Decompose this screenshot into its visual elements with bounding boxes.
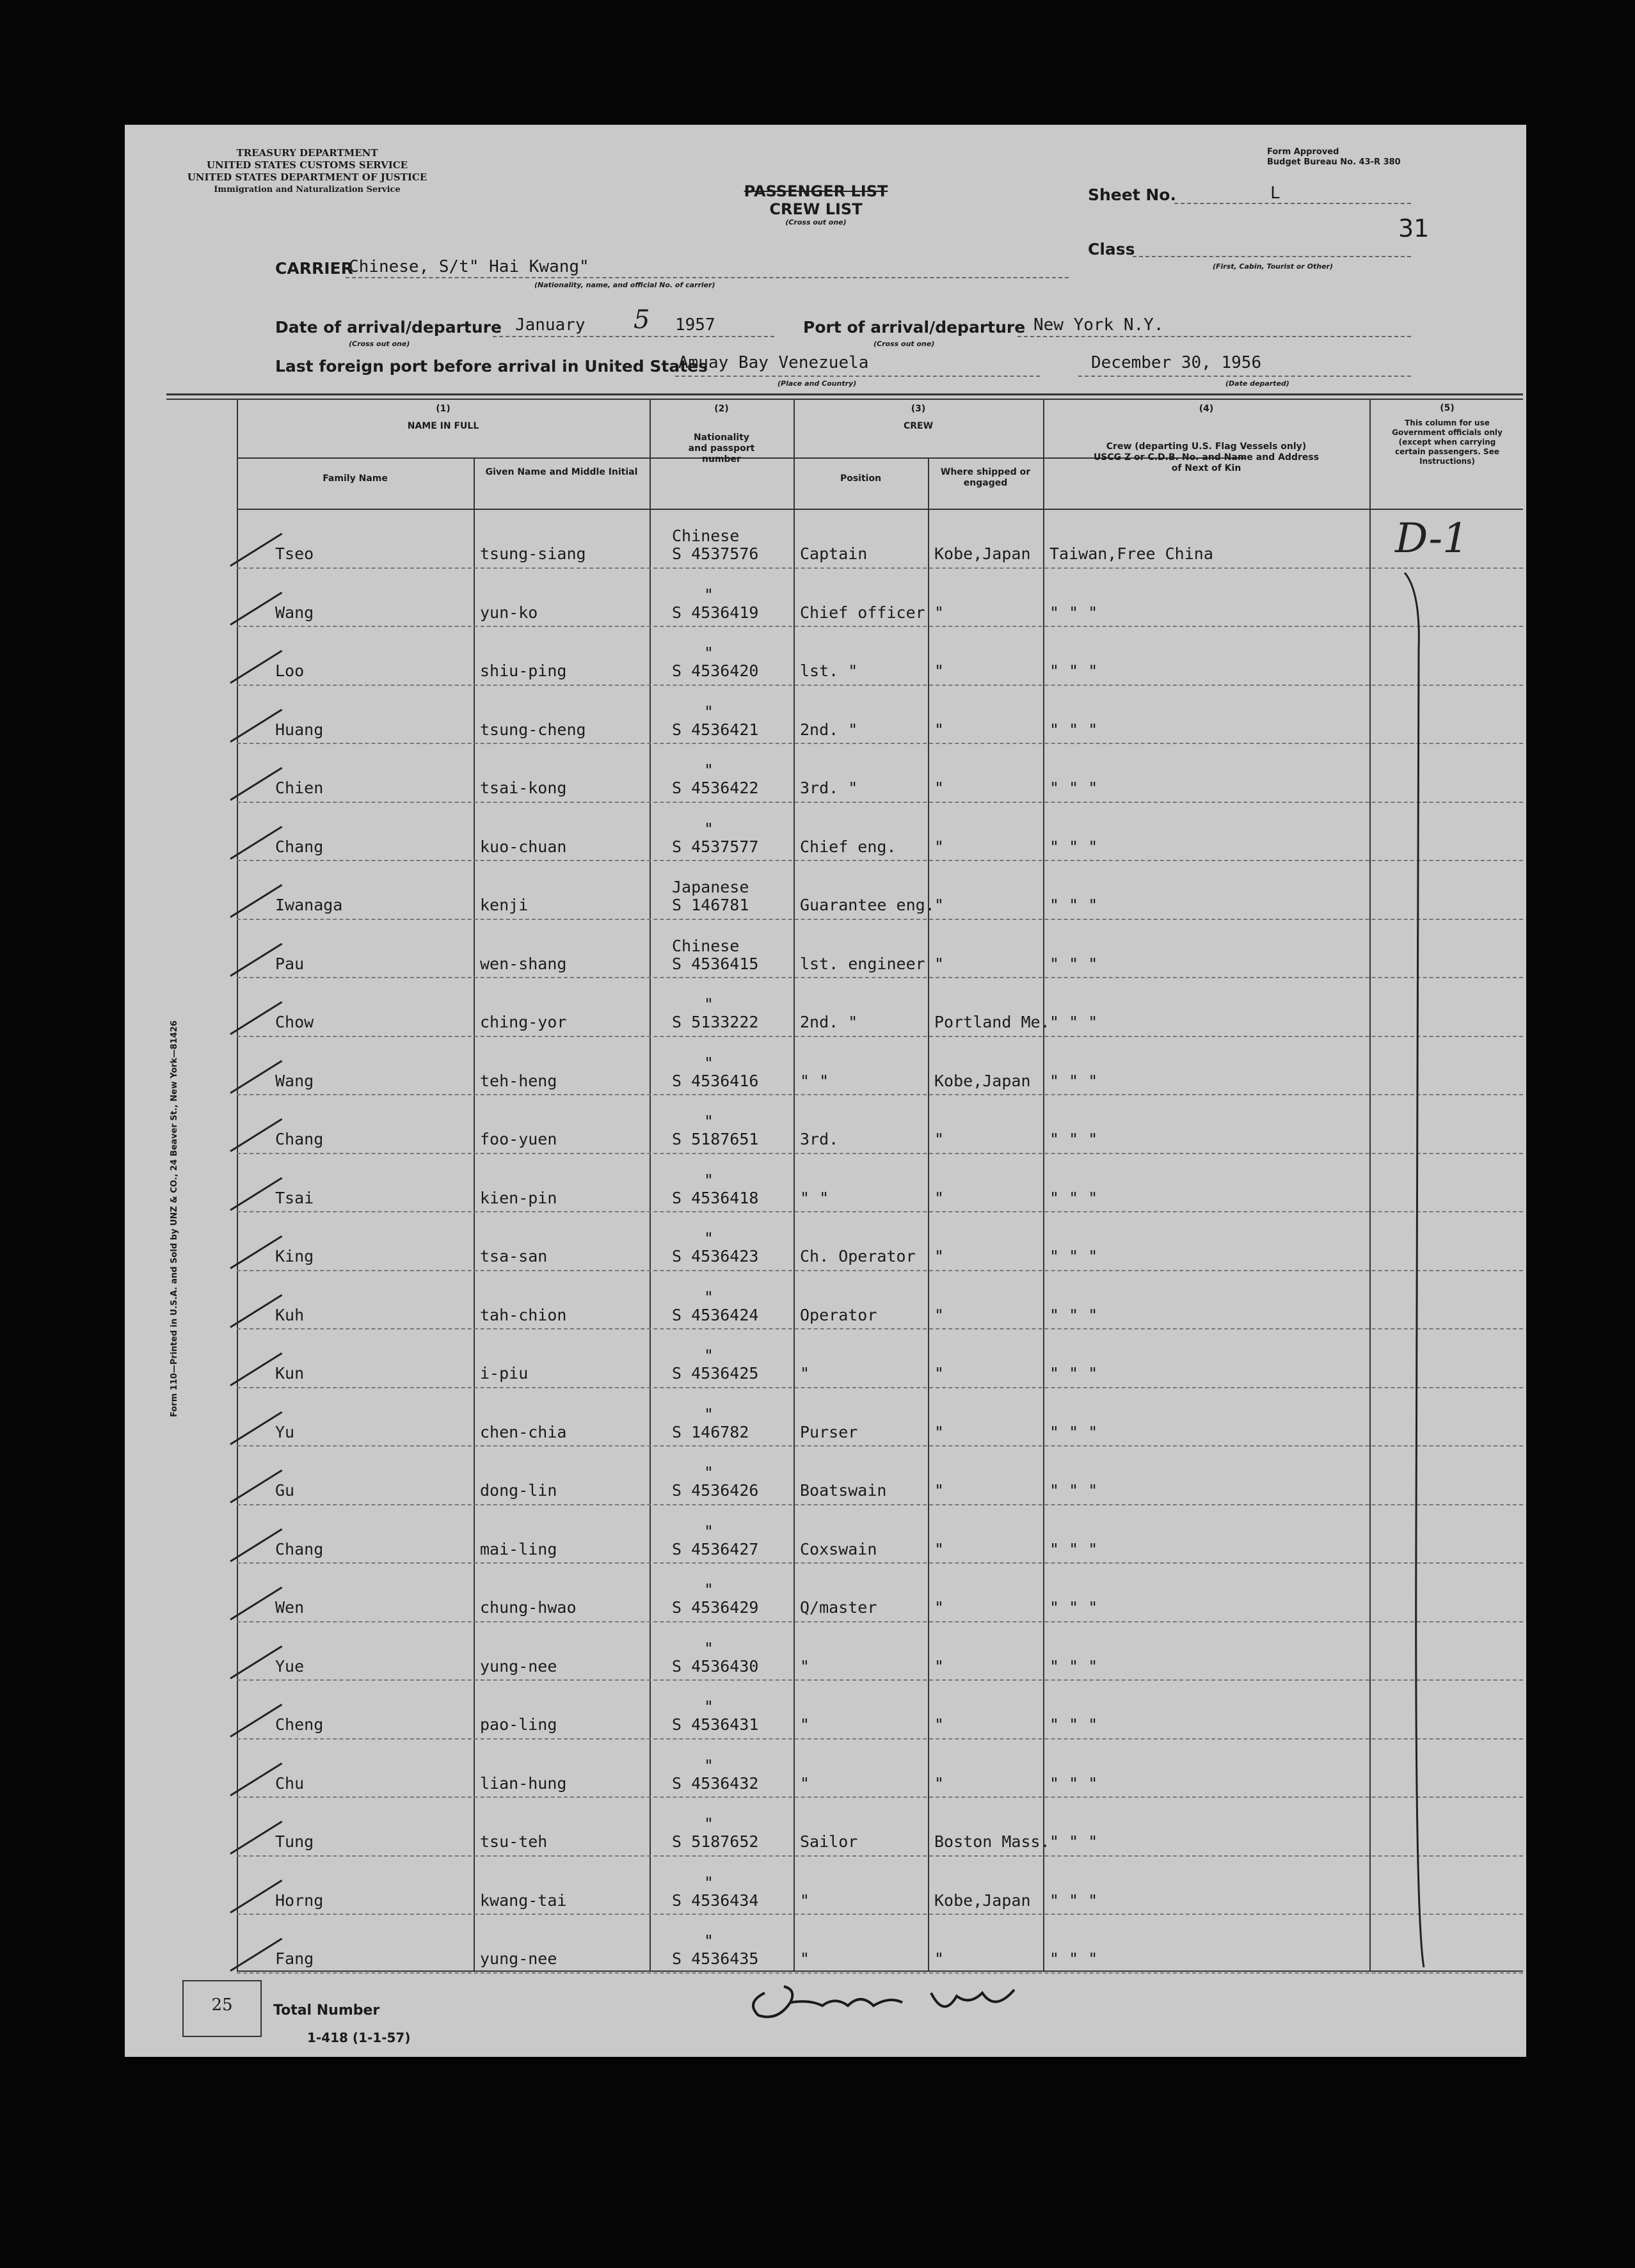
row-divider bbox=[237, 1153, 1523, 1154]
sheet-label: Sheet No. bbox=[1088, 186, 1176, 204]
nationality: " bbox=[704, 1346, 714, 1365]
nationality: " bbox=[704, 819, 714, 838]
budget-bureau-text: Budget Bureau No. 43-R 380 bbox=[1267, 157, 1401, 167]
family-name: Fang bbox=[275, 1949, 314, 1968]
nationality: " bbox=[704, 1580, 714, 1599]
agency-line-1: TREASURY DEPARTMENT bbox=[236, 147, 378, 159]
position: Purser bbox=[800, 1422, 858, 1441]
given-name: foo-yuen bbox=[480, 1130, 557, 1148]
nationality: " bbox=[704, 1756, 714, 1775]
next-of-kin: " " " bbox=[1049, 954, 1098, 973]
given-name: dong-lin bbox=[480, 1481, 557, 1500]
row-divider bbox=[237, 567, 1523, 569]
row-divider bbox=[237, 1270, 1523, 1271]
position: 3rd. bbox=[800, 1130, 839, 1148]
next-of-kin: " " " bbox=[1049, 896, 1098, 914]
form-approved-text: Form Approved bbox=[1267, 147, 1339, 157]
position: " bbox=[800, 1773, 810, 1793]
col3-header bbox=[794, 404, 1043, 432]
port-cross-note: (Cross out one) bbox=[873, 340, 935, 348]
passport-number: S 4536429 bbox=[672, 1598, 759, 1617]
passport-number: S 4536427 bbox=[672, 1539, 759, 1558]
carrier-value: Chinese, S/t" Hai Kwang" bbox=[349, 257, 589, 276]
position: " " bbox=[800, 1188, 829, 1207]
family-name: Horng bbox=[275, 1891, 324, 1910]
next-of-kin: " " " bbox=[1049, 1364, 1098, 1383]
next-of-kin: " " " bbox=[1049, 1891, 1098, 1910]
next-of-kin: " " " bbox=[1049, 603, 1098, 622]
place-note: (Place and Country) bbox=[778, 379, 857, 388]
next-of-kin: " " " bbox=[1049, 1188, 1098, 1207]
departed-line bbox=[1078, 376, 1411, 377]
col-line-0 bbox=[237, 399, 238, 1971]
next-of-kin: " " " bbox=[1049, 1598, 1098, 1617]
row-divider bbox=[237, 626, 1523, 627]
nationality: " bbox=[704, 1814, 714, 1833]
position: Boatswain bbox=[800, 1481, 887, 1500]
col2-number: (2) bbox=[714, 404, 729, 414]
row-divider bbox=[237, 1621, 1523, 1622]
passport-number: S 4536416 bbox=[672, 1071, 759, 1090]
last-port-line bbox=[675, 376, 1040, 377]
col1-number: (1) bbox=[436, 404, 451, 414]
row-divider bbox=[237, 1914, 1523, 1915]
given-name: chung-hwao bbox=[480, 1598, 577, 1617]
position: lst. engineer bbox=[800, 954, 925, 973]
passport-number: S 4536421 bbox=[672, 720, 759, 739]
row-divider bbox=[237, 1387, 1523, 1388]
position: Guarantee eng. bbox=[800, 896, 935, 914]
nationality: " bbox=[704, 1287, 714, 1306]
table-top-border-2 bbox=[166, 399, 1523, 400]
given-name: kuo-chuan bbox=[480, 837, 567, 856]
family-name: Tseo bbox=[275, 544, 314, 563]
given-name: yung-nee bbox=[480, 1656, 557, 1676]
next-of-kin: " " " bbox=[1049, 1656, 1098, 1676]
col1a-header: Family Name bbox=[323, 473, 388, 484]
total-box bbox=[182, 1980, 262, 2037]
passport-number: S 4536422 bbox=[672, 779, 759, 797]
given-name: shiu-ping bbox=[480, 662, 567, 680]
col-line-3 bbox=[794, 399, 795, 1971]
where-shipped: " bbox=[934, 1715, 945, 1734]
family-name: Gu bbox=[275, 1481, 295, 1500]
position: Captain bbox=[800, 544, 868, 563]
port-value: New York N.Y. bbox=[1033, 315, 1164, 335]
nationality: " bbox=[704, 1404, 714, 1423]
row-divider bbox=[237, 685, 1523, 686]
sheet-value: L bbox=[1270, 184, 1280, 203]
where-shipped: " bbox=[934, 837, 945, 856]
passport-number: S 4537577 bbox=[672, 837, 759, 856]
col2-header bbox=[650, 404, 794, 465]
given-name: tah-chion bbox=[480, 1305, 567, 1324]
date-departed-note: (Date departed) bbox=[1225, 379, 1289, 388]
sheet-line bbox=[1174, 203, 1411, 204]
passport-number: S 4536419 bbox=[672, 603, 759, 622]
given-name: yun-ko bbox=[480, 603, 538, 622]
class-line bbox=[1133, 256, 1411, 257]
where-shipped: " bbox=[934, 720, 945, 739]
date-cross-note: (Cross out one) bbox=[349, 340, 410, 348]
nationality: " bbox=[704, 1112, 714, 1130]
row-divider bbox=[237, 1504, 1523, 1505]
position: " bbox=[800, 1891, 810, 1910]
carrier-note: (Nationality, name, and official No. of carrier) bbox=[534, 281, 715, 289]
form-code: 1-418 (1-1-57) bbox=[307, 2030, 411, 2045]
nationality: Chinese bbox=[672, 527, 740, 545]
next-of-kin: " " " bbox=[1049, 1773, 1098, 1793]
next-of-kin: " " " bbox=[1049, 1013, 1098, 1031]
row-divider bbox=[237, 977, 1523, 978]
given-name: kwang-tai bbox=[480, 1891, 567, 1910]
where-shipped: Boston Mass. bbox=[934, 1832, 1050, 1851]
given-name: chen-chia bbox=[480, 1422, 567, 1441]
position: 2nd. " bbox=[800, 1013, 858, 1031]
nationality: " bbox=[704, 761, 714, 779]
next-of-kin: " " " bbox=[1049, 1305, 1098, 1324]
nationality: Chinese bbox=[672, 936, 740, 955]
family-name: Yu bbox=[275, 1422, 295, 1441]
family-name: Pau bbox=[275, 954, 305, 973]
col-line-6 bbox=[1369, 399, 1371, 1971]
passport-number: S 4536431 bbox=[672, 1715, 759, 1734]
nationality: " bbox=[704, 702, 714, 721]
where-shipped: " bbox=[934, 1305, 945, 1324]
nationality: " bbox=[704, 1873, 714, 1892]
handwritten-annotation: D-1 bbox=[1395, 515, 1469, 562]
arrival-year: 1957 bbox=[675, 315, 715, 335]
position: " bbox=[800, 1364, 810, 1383]
position: Coxswain bbox=[800, 1539, 877, 1558]
given-name: teh-heng bbox=[480, 1071, 557, 1090]
nationality: " bbox=[704, 1931, 714, 1950]
col5-number: (5) bbox=[1440, 403, 1455, 413]
family-name: Wen bbox=[275, 1598, 305, 1617]
col4-title: Crew (departing U.S. Flag Vessels only) USCG Z or C.D.B. No. and Name and Address of Next of Kin bbox=[1093, 441, 1320, 473]
where-shipped: " bbox=[934, 1949, 945, 1968]
col-line-5 bbox=[1043, 399, 1044, 1971]
where-shipped: " bbox=[934, 1130, 945, 1148]
bracket-line bbox=[1398, 573, 1437, 1980]
given-name: kien-pin bbox=[480, 1188, 557, 1207]
position: Sailor bbox=[800, 1832, 858, 1851]
next-of-kin: " " " bbox=[1049, 1071, 1098, 1090]
col3b-header: Where shipped or engaged bbox=[940, 467, 1031, 488]
passport-number: S 4536434 bbox=[672, 1891, 759, 1910]
family-name: Wang bbox=[275, 1071, 314, 1090]
col4-number: (4) bbox=[1199, 404, 1214, 414]
family-name: King bbox=[275, 1247, 314, 1265]
where-shipped: Kobe,Japan bbox=[934, 544, 1031, 563]
position: Chief eng. bbox=[800, 837, 897, 856]
total-value: 25 bbox=[211, 1995, 233, 2015]
row-divider bbox=[237, 1211, 1523, 1212]
where-shipped: Kobe,Japan bbox=[934, 1071, 1031, 1090]
row-divider bbox=[237, 802, 1523, 803]
date-line bbox=[493, 336, 774, 337]
carrier-line bbox=[346, 277, 1069, 278]
row-divider bbox=[237, 1738, 1523, 1740]
position: " " bbox=[800, 1071, 829, 1090]
next-of-kin: " " " bbox=[1049, 779, 1098, 797]
given-name: pao-ling bbox=[480, 1715, 557, 1734]
where-shipped: " bbox=[934, 1247, 945, 1265]
table-top-border bbox=[166, 393, 1523, 395]
where-shipped: " bbox=[934, 603, 945, 622]
crew-list-title: CREW LIST bbox=[769, 200, 863, 218]
passport-number: S 5187651 bbox=[672, 1130, 759, 1148]
given-name: tsung-siang bbox=[480, 544, 586, 563]
family-name: Loo bbox=[275, 662, 305, 680]
nationality: " bbox=[704, 1638, 714, 1658]
row-divider bbox=[237, 1445, 1523, 1447]
where-shipped: " bbox=[934, 1481, 945, 1500]
col1b-header: Given Name and Middle Initial bbox=[485, 467, 638, 477]
nationality: " bbox=[704, 1170, 714, 1189]
next-of-kin: " " " bbox=[1049, 662, 1098, 680]
agency-line-3: UNITED STATES DEPARTMENT OF JUSTICE bbox=[187, 171, 427, 183]
family-name: Kuh bbox=[275, 1305, 305, 1324]
col1-title: NAME IN FULL bbox=[407, 421, 479, 431]
where-shipped: " bbox=[934, 896, 945, 914]
where-shipped: " bbox=[934, 1188, 945, 1207]
passport-number: S 4536430 bbox=[672, 1656, 759, 1676]
given-name: tsai-kong bbox=[480, 779, 567, 797]
next-of-kin: " " " bbox=[1049, 837, 1098, 856]
where-shipped: " bbox=[934, 1422, 945, 1441]
position: Operator bbox=[800, 1305, 877, 1324]
row-divider bbox=[237, 1796, 1523, 1798]
where-shipped: " bbox=[934, 779, 945, 797]
date-departed-value: December 30, 1956 bbox=[1091, 353, 1262, 372]
col3-number: (3) bbox=[911, 404, 926, 414]
next-of-kin: " " " bbox=[1049, 1715, 1098, 1734]
list-type-note: (Cross out one) bbox=[785, 218, 847, 226]
given-name: i-piu bbox=[480, 1364, 529, 1383]
class-note: (First, Cabin, Tourist or Other) bbox=[1213, 262, 1333, 271]
passport-number: S 146782 bbox=[672, 1422, 749, 1441]
passport-number: S 146781 bbox=[672, 896, 749, 914]
list-type-block bbox=[739, 182, 893, 226]
given-name: mai-ling bbox=[480, 1539, 557, 1558]
next-of-kin: " " " bbox=[1049, 1247, 1098, 1265]
family-name: Chien bbox=[275, 779, 324, 797]
nationality: " bbox=[704, 644, 714, 662]
family-name: Iwanaga bbox=[275, 896, 343, 914]
nationality: " bbox=[704, 995, 714, 1013]
passport-number: S 4536435 bbox=[672, 1949, 759, 1968]
carrier-label: CARRIER bbox=[275, 259, 353, 278]
nationality: " bbox=[704, 1463, 714, 1482]
passport-number: S 4537576 bbox=[672, 544, 759, 563]
given-name: tsa-san bbox=[480, 1247, 548, 1265]
nationality: Japanese bbox=[672, 878, 749, 896]
passport-number: S 4536418 bbox=[672, 1188, 759, 1207]
nationality: " bbox=[704, 585, 714, 604]
passport-number: S 4536420 bbox=[672, 662, 759, 680]
passport-number: S 4536432 bbox=[672, 1773, 759, 1793]
position: Chief officer bbox=[800, 603, 925, 622]
last-port-label: Last foreign port before arrival in United States bbox=[275, 357, 708, 376]
family-name: Tsai bbox=[275, 1188, 314, 1207]
row-divider bbox=[237, 1036, 1523, 1037]
crew-list-form bbox=[125, 125, 1526, 2057]
row-divider bbox=[237, 743, 1523, 744]
row-divider bbox=[237, 1328, 1523, 1329]
col3a-header: Position bbox=[840, 473, 882, 484]
col1-header bbox=[237, 404, 650, 432]
col3-title: CREW bbox=[903, 421, 934, 431]
nationality: " bbox=[704, 1229, 714, 1248]
form-approval bbox=[1267, 147, 1401, 168]
family-name: Chang bbox=[275, 1130, 324, 1148]
family-name: Chow bbox=[275, 1013, 314, 1031]
agency-line-2: UNITED STATES CUSTOMS SERVICE bbox=[206, 159, 408, 171]
arrival-day: 5 bbox=[634, 305, 650, 335]
position: " bbox=[800, 1949, 810, 1968]
given-name: kenji bbox=[480, 896, 529, 914]
passport-number: S 5187652 bbox=[672, 1832, 759, 1851]
where-shipped: " bbox=[934, 1539, 945, 1558]
agency-header bbox=[163, 147, 451, 196]
where-shipped: Portland Me. bbox=[934, 1013, 1050, 1031]
passport-number: S 4536423 bbox=[672, 1247, 759, 1265]
where-shipped: " bbox=[934, 1364, 945, 1383]
position: Q/master bbox=[800, 1598, 877, 1617]
given-name: ching-yor bbox=[480, 1013, 567, 1031]
arrival-month: January bbox=[515, 315, 586, 335]
position: " bbox=[800, 1715, 810, 1734]
family-name: Cheng bbox=[275, 1715, 324, 1734]
date-label: Date of arrival/departure bbox=[275, 318, 502, 337]
class-label: Class bbox=[1088, 240, 1135, 258]
where-shipped: " bbox=[934, 954, 945, 973]
passport-number: S 4536426 bbox=[672, 1481, 759, 1500]
total-label: Total Number bbox=[273, 2002, 380, 2018]
row-divider bbox=[237, 1855, 1523, 1857]
family-name: Yue bbox=[275, 1656, 305, 1676]
family-name: Tung bbox=[275, 1832, 314, 1851]
where-shipped: " bbox=[934, 662, 945, 680]
col4-header bbox=[1043, 404, 1369, 474]
family-name: Chu bbox=[275, 1773, 305, 1793]
page-number: 31 bbox=[1398, 214, 1430, 242]
row-divider bbox=[237, 1094, 1523, 1095]
family-name: Kun bbox=[275, 1364, 305, 1383]
position: lst. " bbox=[800, 662, 858, 680]
next-of-kin: " " " bbox=[1049, 1422, 1098, 1441]
next-of-kin: " " " bbox=[1049, 1481, 1098, 1500]
last-port-value: Amuay Bay Venezuela bbox=[678, 353, 869, 372]
family-name: Chang bbox=[275, 837, 324, 856]
given-name: yung-nee bbox=[480, 1949, 557, 1968]
col5-header bbox=[1371, 404, 1523, 466]
position: 3rd. " bbox=[800, 779, 858, 797]
position: 2nd. " bbox=[800, 720, 858, 739]
where-shipped: " bbox=[934, 1773, 945, 1793]
row-divider bbox=[237, 1562, 1523, 1564]
passport-number: S 4536415 bbox=[672, 954, 759, 973]
given-name: wen-shang bbox=[480, 954, 567, 973]
where-shipped: " bbox=[934, 1598, 945, 1617]
position: " bbox=[800, 1656, 810, 1676]
next-of-kin: Taiwan,Free China bbox=[1049, 544, 1213, 563]
given-name: lian-hung bbox=[480, 1773, 567, 1793]
printer-side-text: Form 110—Printed in U.S.A. and Sold by UNZ & CO., 24 Beaver St., New York—81426 bbox=[170, 1020, 179, 1417]
col2-title: Nationality and passport number bbox=[688, 432, 755, 464]
agency-line-4: Immigration and Naturalization Service bbox=[214, 185, 401, 194]
nationality: " bbox=[704, 1521, 714, 1541]
row-divider bbox=[237, 860, 1523, 861]
family-name: Wang bbox=[275, 603, 314, 622]
nationality: " bbox=[704, 1697, 714, 1716]
family-name: Huang bbox=[275, 720, 324, 739]
where-shipped: " bbox=[934, 1656, 945, 1676]
col5-title: This column for use Government officials only (except when carrying certain passengers. See Instructions) bbox=[1392, 418, 1503, 466]
given-name: tsung-cheng bbox=[480, 720, 586, 739]
row-divider bbox=[237, 1679, 1523, 1681]
row-divider bbox=[237, 919, 1523, 920]
passport-number: S 5133222 bbox=[672, 1013, 759, 1031]
where-shipped: Kobe,Japan bbox=[934, 1891, 1031, 1910]
position: Ch. Operator bbox=[800, 1247, 916, 1265]
next-of-kin: " " " bbox=[1049, 1949, 1098, 1968]
next-of-kin: " " " bbox=[1049, 720, 1098, 739]
passenger-list-struck: PASSENGER LIST bbox=[744, 182, 888, 200]
next-of-kin: " " " bbox=[1049, 1130, 1098, 1148]
nationality: " bbox=[704, 1053, 714, 1072]
header-bottom-line bbox=[237, 509, 1523, 510]
col-line-2 bbox=[650, 399, 651, 1971]
given-name: tsu-teh bbox=[480, 1832, 548, 1851]
signature bbox=[739, 1967, 1040, 2025]
next-of-kin: " " " bbox=[1049, 1539, 1098, 1558]
passport-number: S 4536424 bbox=[672, 1305, 759, 1324]
next-of-kin: " " " bbox=[1049, 1832, 1098, 1851]
passport-number: S 4536425 bbox=[672, 1364, 759, 1383]
port-line bbox=[1017, 336, 1411, 337]
family-name: Chang bbox=[275, 1539, 324, 1558]
port-label: Port of arrival/departure bbox=[803, 318, 1026, 337]
